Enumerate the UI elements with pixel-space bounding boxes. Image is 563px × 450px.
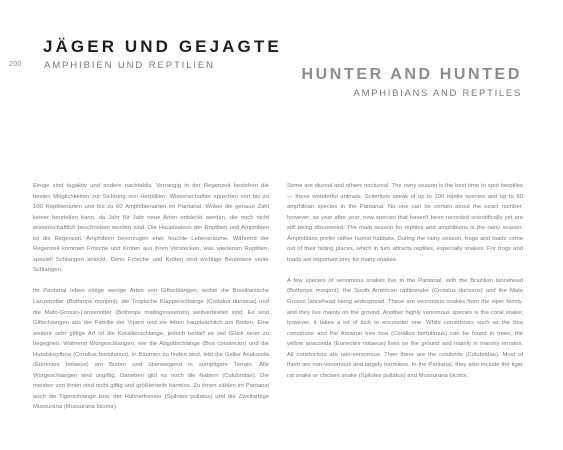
english-paragraph-1: Some are diurnal and others nocturnal. The rainy season is the best time to spot herptiles — these wonderful animals. Scientists speak of up to 100 reptile species and up to 60 amphibian species in the Pantanal. No one can be certain about the exact number, however, as year after year, new species that haven't been recorded scientifically yet are still being discovered. The main season for reptiles and amphibians is the rainy season. Amphibians prefer rather humid habitats. During the rainy season, frogs and toads come out of their hiding places, which in turn attracts reptiles, especially snakes. For frogs and toads are important prey for many snakes. bbox=[287, 183, 523, 263]
english-title: HUNTER AND HUNTED bbox=[301, 66, 522, 83]
german-text-column bbox=[33, 181, 269, 424]
english-paragraph-2: A few species of venomous snakes live in the Pantanal, with the Brazilian lancehead (Bothrops moojeni), the South American rattlesnake (Crotalus durissus) and the Mato Grosso lancehead being widespread. These are venomous snakes from the viper family, and they live mainly on the ground. Another highly venomous species is the coral snake; however, it takes a lot of luck to encounter one. While constrictors such as the boa constrictor and the Amazon tree boa (Corallus hortulanus) can be found in trees, the yellow anaconda (Eunectes notaeus) lives on the ground and mainly in marshy terrains. All constrictors are non-venomous. Then there are the colubrids (Colubridae). Most of them are non-venomous and largely harmless. In the Pantanal, they also include the tiger rat snake or chicken snake (Spilotes pullatus) and Mussurana bicolor. bbox=[287, 277, 523, 379]
german-paragraph-1: Einige sind tagaktiv und andere nachtaktiv. Vorrangig in der Regenzeit bestehen die besten Möglichkeiten zur Sichtung von Herptilien. Wissenschaftler sprechen von bis zu 100 Reptilienarten und bis zu 60 Amphibienarten im Pantanal. Wobei die genaue Zahl keiner beurteilen kann, da Jahr für Jahr neue Arten entdeckt werden, die noch nicht wissenschaftlich beschrieben worden sind. Die Hauptsaison der Reptilien und Amphibien ist die Regenzeit. Amphibien bevorzugen eher feuchte Lebensräume. Während der Regenzeit kommen Frösche und Kröten aus ihren Verstecken, was wiederum Reptilien, speziell Schlangen anlockt. Denn Frösche und Kröten sind wichtige Beutetiere vieler Schlangen. bbox=[33, 183, 269, 274]
english-subtitle: AMPHIBIANS AND REPTILES bbox=[353, 88, 522, 99]
german-paragraph-2: Im Pantanal leben einige wenige Arten von Giftschlangen, wobei die Brasilianische Lanzenotter (Bothrops moojeni), die Tropische Klapperschlange (Crotalus durissus) und die Mato-Grosso-Lanzenotter (Bothrops mattogrossensis) weitverbreitet sind. Es sind Giftschlangen aus der Familie der Vipern und sie leben hauptsächlich am Boden. Eine weitere sehr giftige Art ist die Korallenschlange, jedoch bedarf es viel Glück einer zu begegnen. Während Würgeschlangen, wie die Abgottschlange (Boa constrictor) und die Hundskopfboa (Corallus hortulanus), in Bäumen zu finden sind, lebt die Gelbe Anakonda (Eunectes notaeus) am Boden und überwiegend in sumpfigem Terrain. Alle Würgeschlangen sind ungiftig. Daneben gibt es noch die Nattern (Colubridae). Die meisten von ihnen sind nicht giftig und größtenteils harmlos. Zu ihnen zählen im Pantanal auch die Tigerschlange bzw. der Hühnerfresser (Spilotes pullatus) und die Zweifarbige Mussurana (Mussurana bicolor). bbox=[33, 288, 269, 411]
german-subtitle: AMPHIBIEN UND REPTILIEN bbox=[44, 60, 215, 71]
page-number: 200 bbox=[9, 61, 22, 68]
english-text-column bbox=[287, 181, 523, 392]
german-title: JÄGER UND GEJAGTE bbox=[43, 37, 282, 56]
